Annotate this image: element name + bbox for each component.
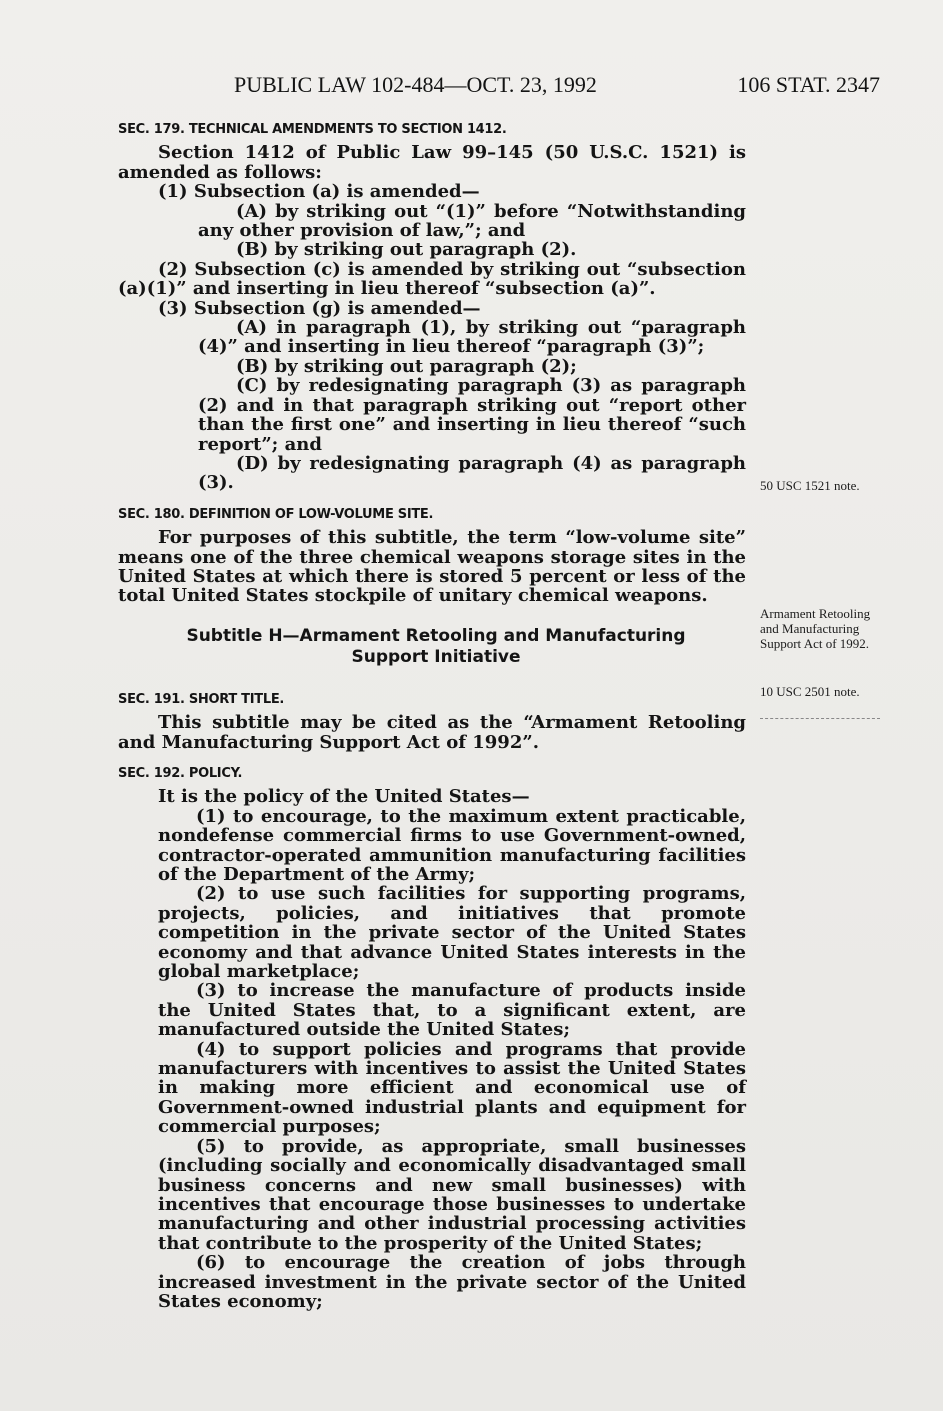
sec-179-para-1: (1) Subsection (a) is amended— [158, 181, 480, 203]
margin-note-10-usc: 10 USC 2501 note. [760, 684, 860, 699]
sec-179-para-3: (3) Subsection (g) is amended— [158, 297, 481, 319]
sec-192-item-4: (4) to support policies and programs that provide manufacturers with incentives to assist the United States in making more efficient and economical use of Government-owned industrial plants and equipment for commercial purposes; [158, 1038, 746, 1138]
sec-192-item-3: (3) to increase the manufacture of products inside the United States that, to a significant extent, are manufactured outside the United States; [158, 980, 746, 1041]
sec-179-para-3a: (A) in paragraph (1), by striking out “paragraph (4)” and inserting in lieu thereof “paragraph (3)”; [198, 317, 746, 358]
margin-note-act-name: Armament Retooling and Manufacturing Support Act of 1992. [760, 606, 871, 651]
subtitle-h-line-1: Subtitle H—Armament Retooling and Manufacturing [186, 625, 686, 646]
sec-179-heading: SEC. 179. TECHNICAL AMENDMENTS TO SECTION 1412. [118, 122, 507, 137]
sec-192-item-6: (6) to encourage the creation of jobs through increased investment in the private sector of the United States economy; [158, 1252, 746, 1312]
margin-divider [760, 718, 880, 719]
sec-192-heading: SEC. 192. POLICY. [118, 765, 243, 781]
header-citation: PUBLIC LAW 102-484—OCT. 23, 1992 [234, 72, 597, 97]
sec-179-para-3d: (D) by redesignating paragraph (4) as paragraph (3). [198, 452, 746, 494]
sec-191-heading: SEC. 191. SHORT TITLE. [118, 691, 285, 707]
page-header [120, 72, 880, 104]
sec-192-intro: It is the policy of the United States— [158, 786, 530, 808]
sec-179-para-1a: (A) by striking out “(1)” before “Notwithstanding any other provision of law,”; and [198, 200, 746, 242]
sec-179-intro: Section 1412 of Public Law 99–145 (50 U.S.C. 1521) is amended as follows: [118, 142, 746, 183]
sec-179-para-3b: (B) by striking out paragraph (2); [236, 355, 577, 377]
header-stat-page: 106 STAT. 2347 [737, 72, 880, 97]
sec-180-heading: SEC. 180. DEFINITION OF LOW-VOLUME SITE. [118, 506, 434, 522]
subtitle-h-line-2: Support Initiative [351, 646, 521, 667]
sec-179-para-1b: (B) by striking out paragraph (2). [236, 239, 577, 261]
margin-note-50-usc: 50 USC 1521 note. [760, 478, 860, 493]
sec-192-item-1: (1) to encourage, to the maximum extent practicable, nondefense commercial firms to use Government-owned, contractor-operated ammunition manufacturing facilities of the Department of the Army; [158, 805, 746, 885]
sec-179-para-2: (2) Subsection (c) is amended by striking out “subsection (a)(1)” and inserting in lieu thereof “subsection (a)”. [118, 258, 746, 300]
sec-191-text: This subtitle may be cited as the “Armament Retooling and Manufacturing Support Act of 1992”. [118, 712, 746, 753]
sec-192-item-2: (2) to use such facilities for supporting programs, projects, policies, and initiatives that promote competition in the private sector of the United States economy and that advance United States interests in the global marketplace; [158, 883, 746, 983]
sec-179-para-3c: (C) by redesignating paragraph (3) as paragraph (2) and in that paragraph striking out “report other than the first one” and inserting in lieu thereof “such report”; and [198, 375, 746, 455]
sec-180-text: For purposes of this subtitle, the term “low-volume site” means one of the three chemical weapons storage sites in the United States at which there is stored 5 percent or less of the total United States stockpile of unitary chemical weapons. [118, 527, 746, 607]
document-body [118, 118, 746, 1311]
sec-192-item-5: (5) to provide, as appropriate, small businesses (including socially and economically disadvantaged small business concerns and new small businesses) with incentives that encourage those businesses to undertake manufacturing and other industrial processing activities that contribute to the prosperity of the United States; [158, 1135, 746, 1254]
